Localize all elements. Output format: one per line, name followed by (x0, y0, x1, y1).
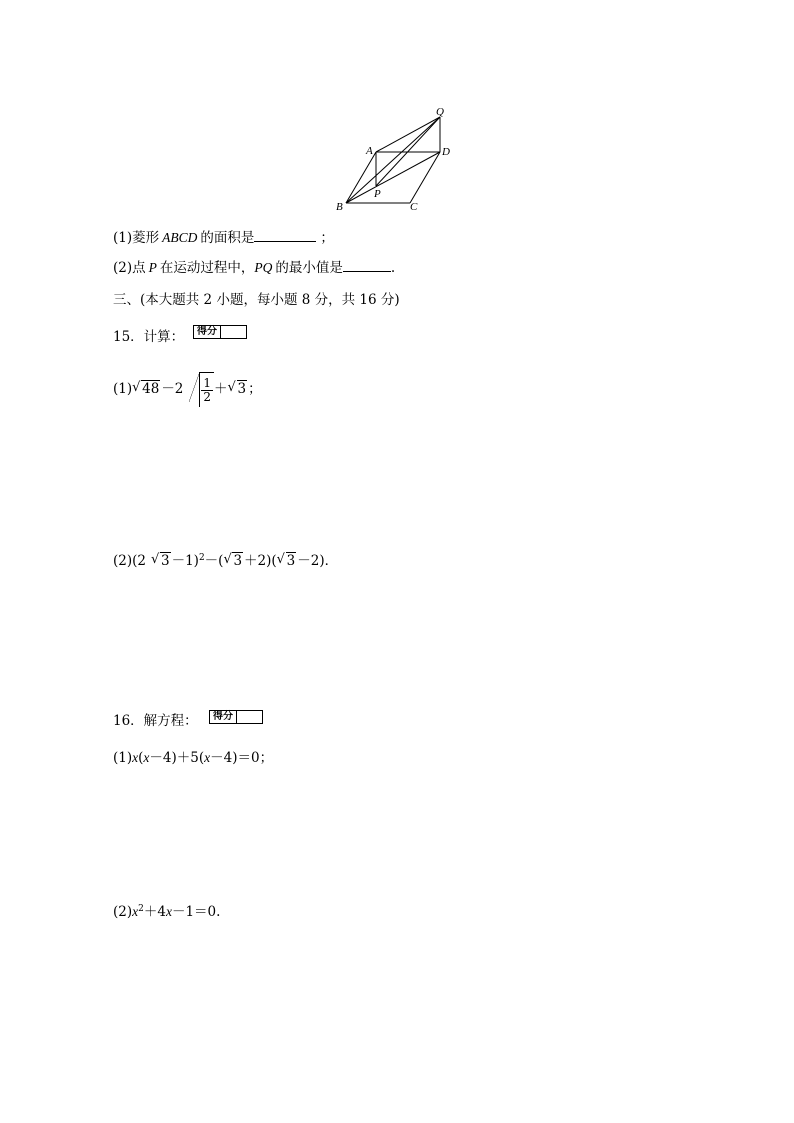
q14-part2-prefix: (2)点 (113, 260, 146, 276)
q15-part2 (113, 552, 338, 570)
q16-part2 (113, 903, 220, 921)
q15-p1-end: ； (248, 381, 262, 397)
q14-segment-pq: PQ (254, 260, 273, 275)
var-x: x (132, 750, 139, 765)
q16-title: 16．解方程： (113, 713, 198, 729)
q14-shape-name: ABCD (162, 230, 198, 245)
label-a: A (366, 145, 373, 157)
q14-part2-mid: 在运动过程中， (159, 260, 255, 276)
frac-den: 2 (203, 390, 212, 404)
sqrt-3-c (277, 552, 297, 570)
q14-point-p: P (148, 260, 157, 275)
q14-part2 (113, 259, 395, 277)
q14-part1-end: ； (320, 230, 334, 246)
label-c: C (410, 201, 418, 213)
q16-p2-a: ＋4 (143, 904, 166, 920)
sqrt-48 (132, 372, 160, 406)
q15-p2-c: ＋2)( (244, 553, 277, 569)
answer-blank-2[interactable] (343, 259, 391, 272)
score-field-16[interactable] (237, 711, 262, 723)
label-b: B (336, 201, 343, 213)
q15-p2-a: －1) (171, 553, 199, 569)
answer-blank-1[interactable] (254, 229, 316, 242)
score-field-15[interactable] (221, 326, 246, 338)
rhombus-figure (0, 0, 794, 240)
sqrt-half (189, 372, 214, 407)
var-x: x (132, 904, 139, 919)
frac-num: 1 (203, 376, 212, 390)
q16-p1-a: ( (138, 750, 144, 766)
radicand-48: 48 (142, 381, 160, 397)
label-q: Q (436, 106, 444, 118)
q16-p1-b: －4)＋5( (149, 750, 205, 766)
var-x: x (165, 904, 172, 919)
score-label-15: 得分 (194, 326, 221, 338)
q16-part1 (113, 749, 273, 767)
q15-part1 (113, 372, 262, 412)
radicand-3a: 3 (160, 553, 170, 569)
q16-p2-b: －1＝0. (171, 904, 221, 920)
q15-p2-b: －( (204, 553, 224, 569)
label-p: P (374, 188, 381, 200)
sqrt-3-a (151, 552, 171, 570)
var-x: x (204, 750, 211, 765)
q14-part1-prefix: (1)菱形 (113, 230, 160, 246)
q15-p1-plus: ＋ (214, 381, 228, 397)
section-3-heading: 三、(本大题共 2 小题，每小题 8 分，共 16 分) (113, 292, 400, 308)
score-label-16: 得分 (210, 711, 237, 723)
radicand-3b: 3 (233, 553, 243, 569)
q15-p2-prefix: (2)(2 (113, 553, 146, 569)
q14-part2-suffix: 的最小值是 (275, 260, 343, 276)
q14-part1-suffix: 的面积是 (200, 230, 255, 246)
q16-p2-exp: 2 (138, 904, 144, 914)
radicand-3c: 3 (286, 553, 296, 569)
q14-part1 (113, 229, 334, 247)
score-box-15 (193, 325, 247, 339)
q16-p2-prefix: (2) (113, 904, 133, 920)
label-d: D (442, 146, 450, 158)
fraction-half (201, 377, 213, 404)
q15-p2-d: －2)． (297, 553, 339, 569)
q16-p1-prefix: (1) (113, 750, 133, 766)
var-x: x (143, 750, 150, 765)
q15-p2-exp: 2 (198, 553, 205, 563)
sqrt-3 (228, 372, 248, 406)
q15-p1-prefix: (1) (113, 381, 133, 397)
score-box-16 (209, 710, 263, 724)
q14-part2-end: . (390, 260, 396, 276)
q16-p1-c: －4)＝0； (210, 750, 274, 766)
q15-title: 15．计算： (113, 329, 185, 345)
radicand-3: 3 (237, 381, 247, 397)
q15-p1-minus: －2 (161, 381, 184, 397)
sqrt-3-b (223, 552, 243, 570)
